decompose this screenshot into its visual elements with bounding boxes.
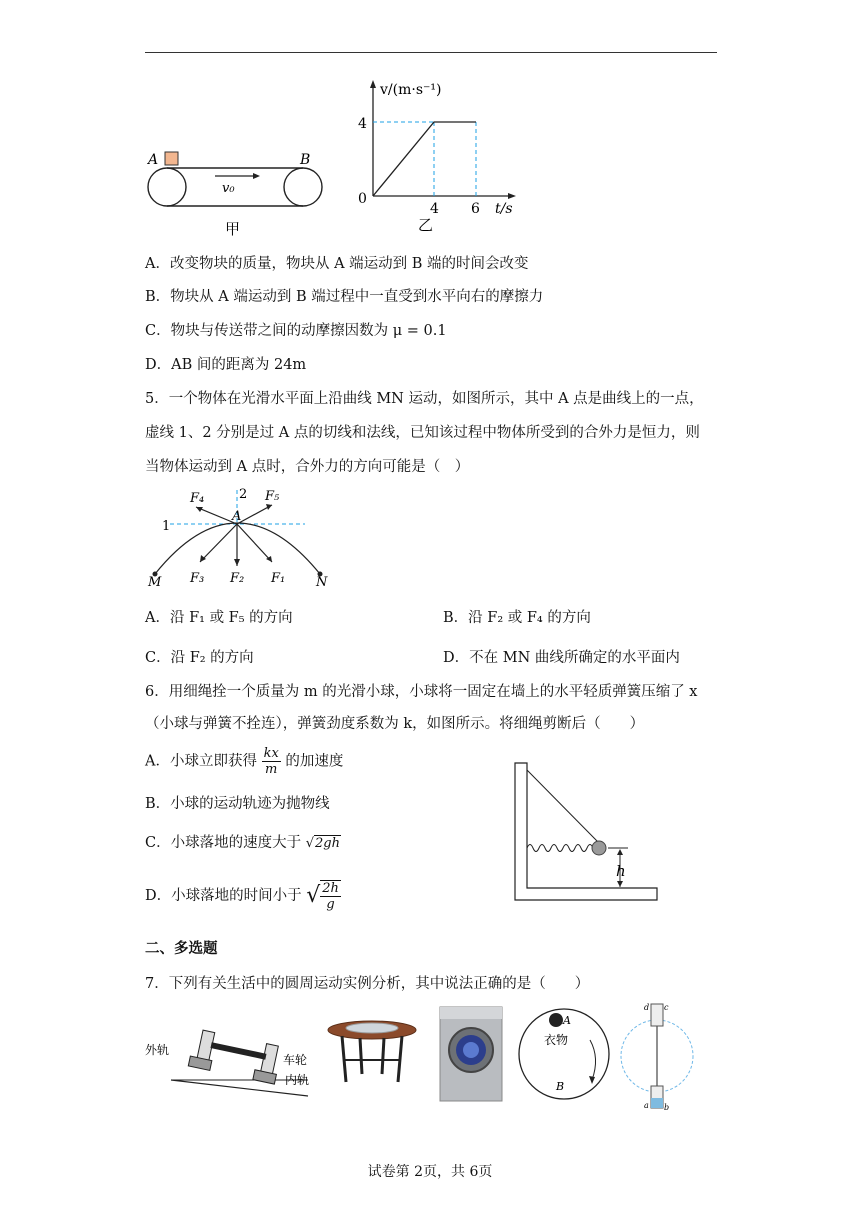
q6-stem-2: （小球与弹簧不拴连），弹簧劲度系数为 k，如图所示。将细绳剪断后（ ）: [145, 716, 645, 732]
f3-label: F₃: [190, 571, 205, 586]
q6-option-a: A．小球立即获得 $\frac{kx}{m}$ 的加速度: [145, 746, 344, 777]
point-b-label: B: [556, 1080, 565, 1093]
clothes-label: 衣物: [544, 1033, 569, 1047]
caption-jia: 甲: [225, 220, 241, 238]
tangent-label-1: 1: [162, 519, 171, 534]
q6-option-b: B．小球的运动轨迹为抛物线: [145, 796, 330, 812]
rotating-table-image: [326, 1016, 418, 1090]
point-d-label: d: [644, 1003, 650, 1012]
q7-stem: 7．下列有关生活中的圆周运动实例分析，其中说法正确的是（ ）: [145, 976, 590, 992]
point-a-label: A: [232, 509, 242, 524]
vt-graph: [350, 76, 530, 236]
q6-option-c: C．小球落地的速度大于 √2gh: [145, 835, 340, 851]
origin-label: 0: [358, 191, 367, 207]
q4-option-c: C．物块与传送带之间的动摩擦因数为 μ = 0.1: [145, 323, 447, 339]
label-b: B: [300, 152, 311, 168]
q4-option-a: A．改变物块的质量，物块从 A 端运动到 B 端的时间会改变: [145, 256, 529, 272]
page-footer: 试卷第 2页，共 6页: [367, 1164, 493, 1180]
n-label: N: [316, 575, 328, 590]
h-label: h: [616, 862, 626, 880]
f1-label: F₁: [271, 571, 286, 586]
section-title: 二、多选题: [145, 940, 218, 957]
q5-stem-1: 5．一个物体在光滑水平面上沿曲线 MN 运动，如图所示，其中 A 点是曲线上的一点，: [145, 391, 704, 407]
string: [527, 770, 598, 842]
inner-rail-label: 内轨: [285, 1073, 310, 1087]
spring-ball-figure: [510, 760, 670, 910]
q5-option-a: A．沿 F₁ 或 F₅ 的方向: [145, 610, 293, 626]
q6-option-d: D．小球落地的时间小于 √ $\frac{2h}{g}$: [145, 881, 339, 912]
q5-option-c: C．沿 F₂ 的方向: [145, 650, 254, 666]
q4-option-d: D．AB 间的距离为 24m: [145, 357, 307, 373]
label-a: A: [148, 152, 159, 168]
caption-yi: 乙: [418, 216, 434, 234]
q5-stem-3: 当物体运动到 A 点时，合外力的方向可能是（ ）: [145, 459, 470, 475]
velocity-line: [373, 122, 476, 196]
m-label: M: [148, 575, 162, 590]
force-diagram: [140, 482, 340, 592]
point-b-small-label: b: [664, 1103, 670, 1112]
q4-option-b: B．物块从 A 端运动到 B 端过程中一直受到水平向右的摩擦力: [145, 289, 544, 305]
left-pulley: [148, 168, 186, 206]
f2-label: F₂: [230, 571, 245, 586]
x-tick-4: 4: [430, 201, 439, 217]
kx-over-m-fraction: $\frac{kx}{m}$: [263, 746, 279, 777]
point-a-small-label: a: [644, 1101, 649, 1110]
f4-label: F₄: [190, 491, 205, 506]
y-tick-4: 4: [358, 116, 367, 132]
x-axis-label: t/s: [495, 201, 513, 217]
washing-machine-image: [439, 1006, 503, 1102]
q5-stem-2: 虚线 1、2 分别是过 A 点的切线和法线，已知该过程中物体所受到的合外力是恒力，则: [145, 425, 700, 441]
y-axis-label: v/(m·s⁻¹): [380, 82, 442, 98]
q5-option-d: D．不在 MN 曲线所确定的水平面内: [443, 650, 680, 666]
v0-label: v₀: [222, 181, 235, 196]
x-tick-6: 6: [471, 201, 480, 217]
normal-label-2: 2: [239, 487, 248, 502]
outer-rail-label: 外轨: [145, 1043, 170, 1057]
bottle-circle-figure: [618, 1000, 696, 1112]
ball: [592, 841, 606, 855]
point-a-label: A: [563, 1014, 571, 1027]
conveyor-figure: [140, 140, 340, 240]
wheel-label: 车轮: [283, 1053, 308, 1067]
q6-stem-1: 6．用细绳拴一个质量为 m 的光滑小球，小球将一固定在墙上的水平轻质弹簧压缩了 x: [145, 684, 698, 700]
top-rule: [145, 52, 717, 53]
point-c-label: c: [664, 1003, 669, 1012]
f5-label: F₅: [265, 489, 280, 504]
right-pulley: [284, 168, 322, 206]
block-icon: [165, 152, 178, 165]
wall-and-floor: [515, 763, 657, 900]
spin-dryer-figure: [516, 1006, 612, 1102]
q5-option-b: B．沿 F₂ 或 F₄ 的方向: [443, 610, 591, 626]
sqrt-2h-over-g: $\frac{2h}{g}$: [322, 881, 339, 912]
rail-turn-figure: [143, 1018, 318, 1098]
